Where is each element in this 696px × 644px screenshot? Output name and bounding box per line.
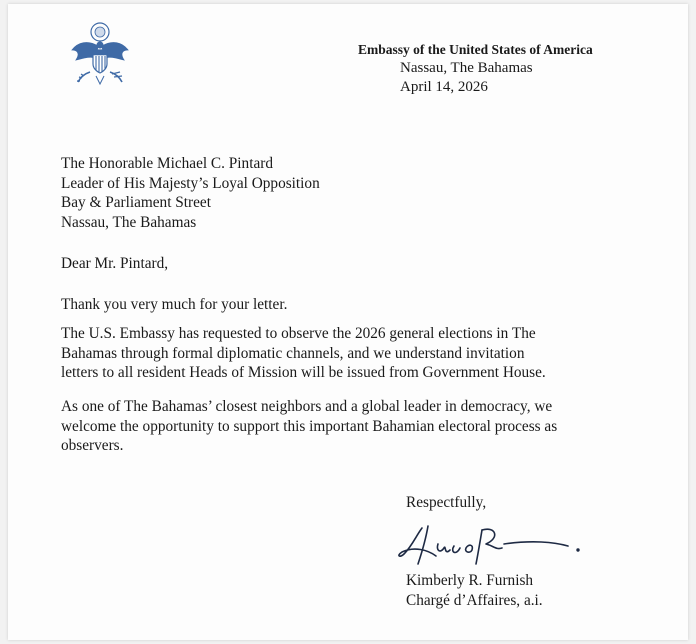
signer-title: Chargé d’Affaires, a.i. (406, 591, 543, 609)
signer-block (406, 571, 543, 610)
closing: Respectfully, (406, 494, 487, 511)
us-great-seal-icon (68, 20, 132, 86)
recipient-address (61, 154, 320, 232)
paragraph-1: Thank you very much for your letter. (61, 296, 288, 313)
letterhead (358, 40, 678, 97)
embassy-name: Embassy of the United States of America (358, 42, 593, 57)
letter-page (8, 4, 688, 640)
paragraph-line: As one of The Bahamas’ closest neighbors and a global leader in democracy, we (61, 398, 553, 415)
salutation: Dear Mr. Pintard, (61, 255, 169, 272)
letter-date: April 14, 2026 (400, 79, 488, 95)
paragraph-line: welcome the opportunity to support this important Bahamian electoral process as (61, 417, 558, 435)
recipient-name: The Honorable Michael C. Pintard (61, 155, 273, 172)
handwritten-signature (392, 516, 592, 576)
recipient-street: Bay & Parliament Street (61, 194, 211, 211)
paragraph-line: The U.S. Embassy has requested to observe the 2026 general elections in The (61, 325, 536, 342)
recipient-title: Leader of His Majesty’s Loyal Opposition (61, 174, 320, 192)
paragraph-line: observers. (61, 437, 124, 454)
signer-name: Kimberly R. Furnish (406, 572, 534, 589)
recipient-city: Nassau, The Bahamas (61, 213, 197, 231)
paragraph-3 (61, 397, 557, 456)
paragraph-line: letters to all resident Heads of Mission will be issued from Government House. (61, 364, 546, 381)
paragraph-2 (61, 324, 546, 383)
paragraph-line: Bahamas through formal diplomatic channels, and we understand invitation (61, 344, 525, 362)
embassy-city: Nassau, The Bahamas (400, 60, 533, 76)
